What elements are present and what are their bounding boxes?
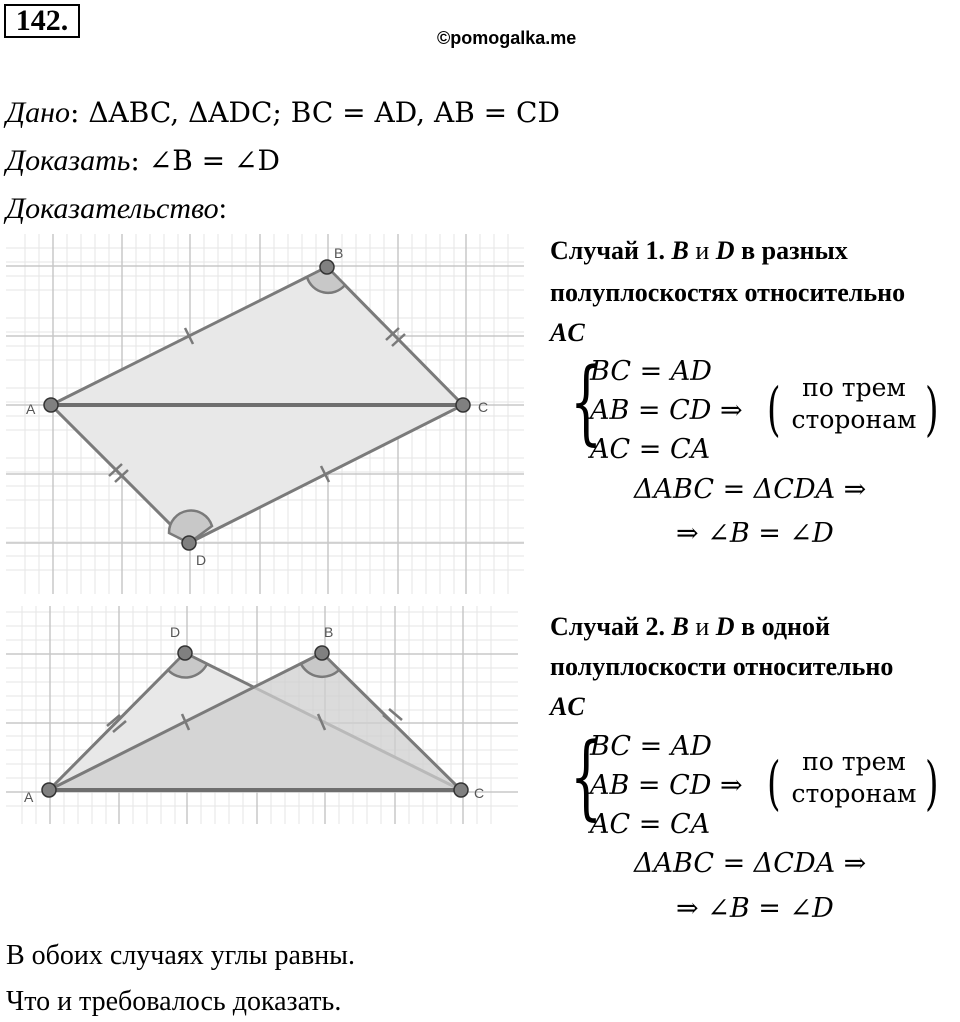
point-b <box>315 646 329 660</box>
point-c <box>456 398 470 412</box>
case2-reason-line2: сторонам <box>791 779 917 808</box>
case2-line2: полуплоскости относительно <box>550 652 894 681</box>
case1-reason-line2: сторонам <box>791 405 917 434</box>
case1-result2: ⇒ ∠B = ∠D <box>676 518 834 549</box>
case1-line3: AC <box>550 318 585 347</box>
point-d <box>178 646 192 660</box>
case2-title <box>550 612 830 642</box>
case2-title-rest: в одной <box>741 612 830 641</box>
case2-result1: ΔABC = ΔCDA ⇒ <box>634 848 867 879</box>
case1-title-rest: в разных <box>741 236 848 265</box>
prove-label: Доказать <box>6 144 131 177</box>
prove-text: : ∠B = ∠D <box>130 144 280 177</box>
point-a <box>42 783 56 797</box>
case1-eq3: AC = CA <box>590 434 711 465</box>
case1-title-label: Случай 1. <box>550 236 666 265</box>
label-c: C <box>478 399 489 415</box>
case1-paren-open: ( <box>767 375 781 443</box>
proof-label: Доказательство <box>6 192 219 225</box>
case2-result2: ⇒ ∠B = ∠D <box>676 893 834 924</box>
problem-number: 142. <box>4 4 80 38</box>
proof-line <box>6 192 227 226</box>
point-a <box>44 398 58 412</box>
case1-title-d: D <box>715 236 735 265</box>
given-text: : ΔABC, ΔADC; BC = AD, AB = CD <box>69 96 560 129</box>
case1-reason <box>776 372 932 436</box>
case2-system-brace: { <box>570 723 603 830</box>
case1-reason-line1: по трем <box>802 373 906 402</box>
case1-title-and: и <box>695 236 710 265</box>
case2-title-d: D <box>715 612 735 641</box>
point-d <box>182 536 196 550</box>
case2-eq1: BC = AD <box>590 731 712 762</box>
given-label: Дано <box>6 96 70 129</box>
case1-title-b: B <box>671 236 689 265</box>
figure-case-2 <box>6 606 518 824</box>
label-d: D <box>170 624 181 640</box>
case1-eq1: BC = AD <box>590 356 712 387</box>
case1-eq2: AB = CD ⇒ <box>590 395 743 426</box>
label-a: A <box>26 401 36 417</box>
case1-system-brace: { <box>570 348 603 455</box>
case2-title-b: B <box>671 612 689 641</box>
conclusion-line2: Что и требовалось доказать. <box>6 986 342 1017</box>
case1-line2: полуплоскостях относительно <box>550 278 906 307</box>
label-b: B <box>334 245 344 261</box>
label-d: D <box>196 552 207 568</box>
proof-colon: : <box>218 192 227 225</box>
case2-line3: AC <box>550 692 585 721</box>
label-b: B <box>324 624 334 640</box>
case1-paren-close: ) <box>925 375 939 443</box>
label-c: C <box>474 785 485 801</box>
case2-eq3: AC = CA <box>590 809 711 840</box>
figure-case-1 <box>6 234 524 594</box>
case2-paren-open: ( <box>767 749 781 817</box>
point-c <box>454 783 468 797</box>
watermark: ©pomogalka.me <box>437 28 577 48</box>
case2-eq2: AB = CD ⇒ <box>590 770 743 801</box>
case2-paren-close: ) <box>925 749 939 817</box>
label-a: A <box>24 789 34 805</box>
case2-title-and: и <box>695 612 710 641</box>
case1-result1: ΔABC = ΔCDA ⇒ <box>634 474 867 505</box>
case2-reason-line1: по трем <box>802 747 906 776</box>
conclusion-line1: В обоих случаях углы равны. <box>6 940 355 971</box>
point-b <box>320 260 334 274</box>
case1-title <box>550 236 848 266</box>
case2-title-label: Случай 2. <box>550 612 666 641</box>
prove-line <box>6 144 280 178</box>
case2-reason <box>776 746 932 810</box>
given-line <box>6 96 560 130</box>
